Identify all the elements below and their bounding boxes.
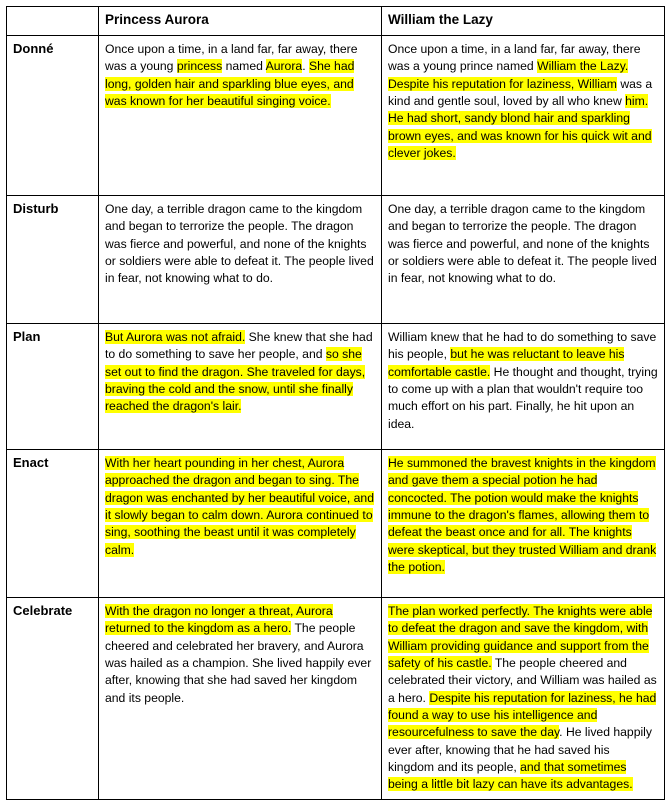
- stage-label-disturb: Disturb: [7, 195, 99, 323]
- plain-text: He thought and thought, trying to come up with a plan that wouldn't require too much effort on his part. Finally, he hit upon an idea.: [388, 364, 658, 431]
- stage-label-celebrate: Celebrate: [7, 597, 99, 800]
- table-body: [7, 35, 665, 800]
- header-column-william-the-lazy: William the Lazy: [382, 7, 665, 36]
- table-row: [7, 449, 665, 597]
- plain-text: One day, a terrible dragon came to the kingdom and began to terrorize the people. The dragon was fierce and powerful, and none of the knights or soldiers were able to defeat it. The people lived in fear, not knowing what to do.: [388, 201, 657, 286]
- plain-text: Once upon a time, in a land far, far away, there was a young prince named: [388, 41, 641, 74]
- header-column-princess-aurora: Princess Aurora: [99, 7, 382, 36]
- story-comparison-table: [6, 6, 665, 800]
- story-cell-r2-c1: [99, 195, 382, 323]
- plain-text: The people cheered and celebrated their victory, and William was hailed as a hero.: [388, 655, 657, 705]
- highlighted-text: She had long, golden hair and sparkling blue eyes, and was known for her beautiful singing voice.: [105, 59, 355, 108]
- story-cell-r2-c2: [382, 195, 665, 323]
- plain-text: named: [222, 59, 266, 74]
- story-cell-r4-c2: [382, 449, 665, 597]
- story-cell-r3-c2: [382, 323, 665, 449]
- header-row: [7, 7, 665, 36]
- story-cell-r4-c1: [99, 449, 382, 597]
- plain-text: William knew that he had to do something to save his people,: [388, 329, 657, 362]
- story-cell-r5-c2: [382, 597, 665, 800]
- highlighted-text: and that sometimes being a little bit lazy can have its advantages.: [388, 759, 633, 792]
- plain-text: The people cheered and celebrated her bravery, and Aurora was hailed as a champion. She lived happily ever after, knowing that she had saved her kingdom and its people.: [105, 621, 372, 705]
- highlighted-text: princess: [176, 59, 223, 74]
- story-cell-r1-c1: [99, 35, 382, 195]
- plain-text: .: [302, 59, 309, 74]
- highlighted-text: He summoned the bravest knights in the kingdom and gave them a special potion he had concocted. The potion would make the knights immune to the dragon's flames, allowing them to defeat the beast once and for all. The knights were skeptical, but they trusted William and drank the potion.: [388, 455, 657, 574]
- highlighted-text: William the Lazy. Despite his reputation for laziness, William: [388, 59, 629, 91]
- story-cell-r3-c1: [99, 323, 382, 449]
- table-row: [7, 323, 665, 449]
- plain-text: was a kind and gentle soul, loved by all who knew: [388, 76, 653, 108]
- highlighted-text: Aurora: [265, 59, 303, 74]
- plain-text: Once upon a time, in a land far, far away, there was a young: [105, 41, 358, 74]
- plain-text: . He lived happily ever after, knowing that he had saved his kingdom and its people,: [388, 725, 652, 774]
- stage-label-enact: Enact: [7, 449, 99, 597]
- highlighted-text: him. He had short, sandy blond hair and sparkling brown eyes, and was known for his quick wit and clever jokes.: [388, 93, 652, 160]
- table-row: [7, 35, 665, 195]
- plain-text: One day, a terrible dragon came to the kingdom and began to terrorize the people. The dragon was fierce and powerful, and none of the knights or soldiers were able to defeat it. The people lived in fear, not knowing what to do.: [105, 201, 374, 286]
- highlighted-text: With her heart pounding in her chest, Aurora approached the dragon and began to sing. The dragon was enchanted by her beautiful voice, and it slowly began to calm down. Aurora continued to sing, soothing the beast until it was completely calm.: [105, 455, 374, 557]
- highlighted-text: The plan worked perfectly. The knights were able to defeat the dragon and save the kingdom, with William providing guidance and support from the safety of his castle.: [388, 603, 653, 670]
- stage-label-donn: Donné: [7, 35, 99, 195]
- highlighted-text: With the dragon no longer a threat, Aurora returned to the kingdom as a hero.: [105, 603, 333, 636]
- highlighted-text: but he was reluctant to leave his comfortable castle.: [388, 347, 625, 379]
- highlighted-text: so she set out to find the dragon. She traveled for days, braving the cold and the snow, until she finally reached the dragon's lair.: [105, 347, 366, 414]
- highlighted-text: Despite his reputation for laziness, he had found a way to use his intelligence and resourcefulness to save the day: [388, 690, 657, 740]
- highlighted-text: But Aurora was not afraid.: [105, 329, 246, 344]
- table-row: [7, 195, 665, 323]
- table-row: [7, 597, 665, 800]
- story-cell-r1-c2: [382, 35, 665, 195]
- stage-label-plan: Plan: [7, 323, 99, 449]
- plain-text: She knew that she had to do something to save her people, and: [105, 329, 373, 362]
- story-cell-r5-c1: [99, 597, 382, 800]
- header-corner-cell: [7, 7, 99, 36]
- table-header: [7, 7, 665, 36]
